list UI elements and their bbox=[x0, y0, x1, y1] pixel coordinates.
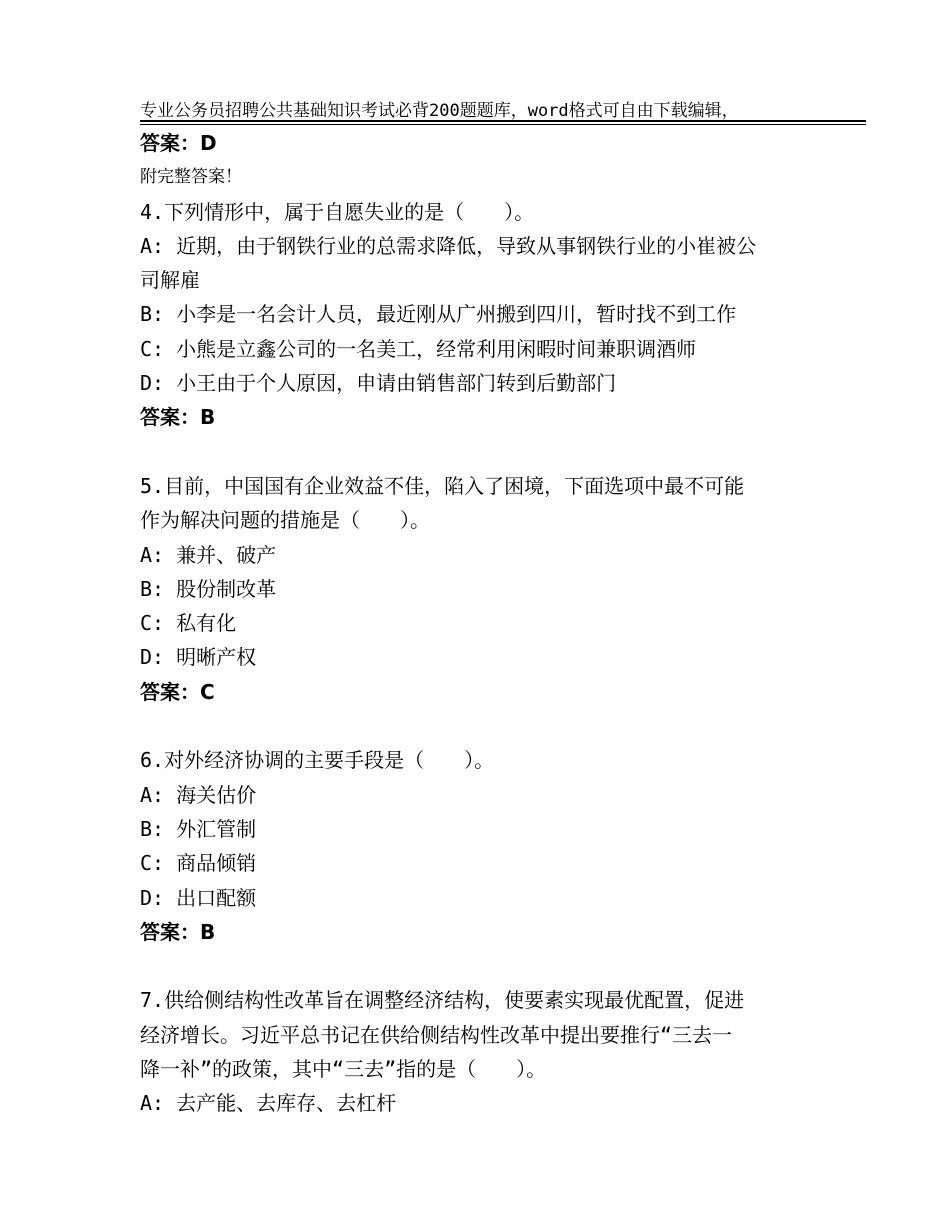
header-line-2: 附完整答案！ bbox=[140, 167, 242, 187]
spacer bbox=[140, 949, 820, 983]
option-b: B: 股份制改革 bbox=[140, 576, 277, 601]
answer-line: 答案：B bbox=[140, 919, 216, 944]
option-a-continued: 司解雇 bbox=[140, 268, 200, 293]
answer-line: 答案：B bbox=[140, 405, 216, 430]
question-stem-continued: 作为解决问题的措施是（ ）。 bbox=[140, 508, 430, 533]
option-d: D: 明晰产权 bbox=[140, 645, 257, 670]
option-a: A: 去产能、去库存、去杠杆 bbox=[140, 1091, 397, 1116]
question-stem: 4.下列情形中，属于自愿失业的是（ ）。 bbox=[140, 199, 535, 224]
header-line-1: 专业公务员招聘公共基础知识考试必背200题题库，word格式可自由下载编辑， bbox=[140, 101, 739, 121]
option-c: C: 私有化 bbox=[140, 611, 237, 636]
question-block bbox=[140, 983, 820, 1120]
option-a: A: 兼并、破产 bbox=[140, 542, 277, 567]
answer-line: 答案：C bbox=[140, 679, 215, 704]
question-stem: 5.目前，中国国有企业效益不佳，陷入了困境，下面选项中最不可能 bbox=[140, 473, 745, 498]
spacer bbox=[140, 435, 820, 469]
option-d: D: 小王由于个人原因，申请由销售部门转到后勤部门 bbox=[140, 371, 617, 396]
option-c: C: 商品倾销 bbox=[140, 851, 257, 876]
header-rule-thin bbox=[140, 124, 866, 125]
option-b: B: 外汇管制 bbox=[140, 816, 257, 841]
answer-line: 答案：D bbox=[140, 131, 217, 155]
question-stem: 6.对外经济协调的主要手段是（ ）。 bbox=[140, 748, 495, 773]
question-block bbox=[140, 469, 820, 709]
option-b: B: 小李是一名会计人员，最近刚从广州搬到四川，暂时找不到工作 bbox=[140, 302, 737, 327]
question-block bbox=[140, 195, 820, 435]
spacer bbox=[140, 709, 820, 743]
question-body bbox=[140, 126, 820, 1121]
header-rule-thick bbox=[140, 120, 866, 122]
option-a: A: 海关估价 bbox=[140, 782, 257, 807]
question-stem-continued: 降一补”的政策，其中“三去”指的是（ ）。 bbox=[140, 1057, 547, 1082]
question-stem-continued: 经济增长。习近平总书记在供给侧结构性改革中提出要推行“三去一 bbox=[140, 1022, 733, 1047]
option-c: C: 小熊是立鑫公司的一名美工，经常利用闲暇时间兼职调酒师 bbox=[140, 336, 697, 361]
question-block bbox=[140, 743, 820, 949]
option-a: A: 近期，由于钢铁行业的总需求降低，导致从事钢铁行业的小崔被公 bbox=[140, 233, 757, 258]
spacer bbox=[140, 160, 820, 194]
question-stem: 7.供给侧结构性改革旨在调整经济结构，使要素实现最优配置，促进 bbox=[140, 988, 745, 1013]
option-d: D: 出口配额 bbox=[140, 885, 257, 910]
